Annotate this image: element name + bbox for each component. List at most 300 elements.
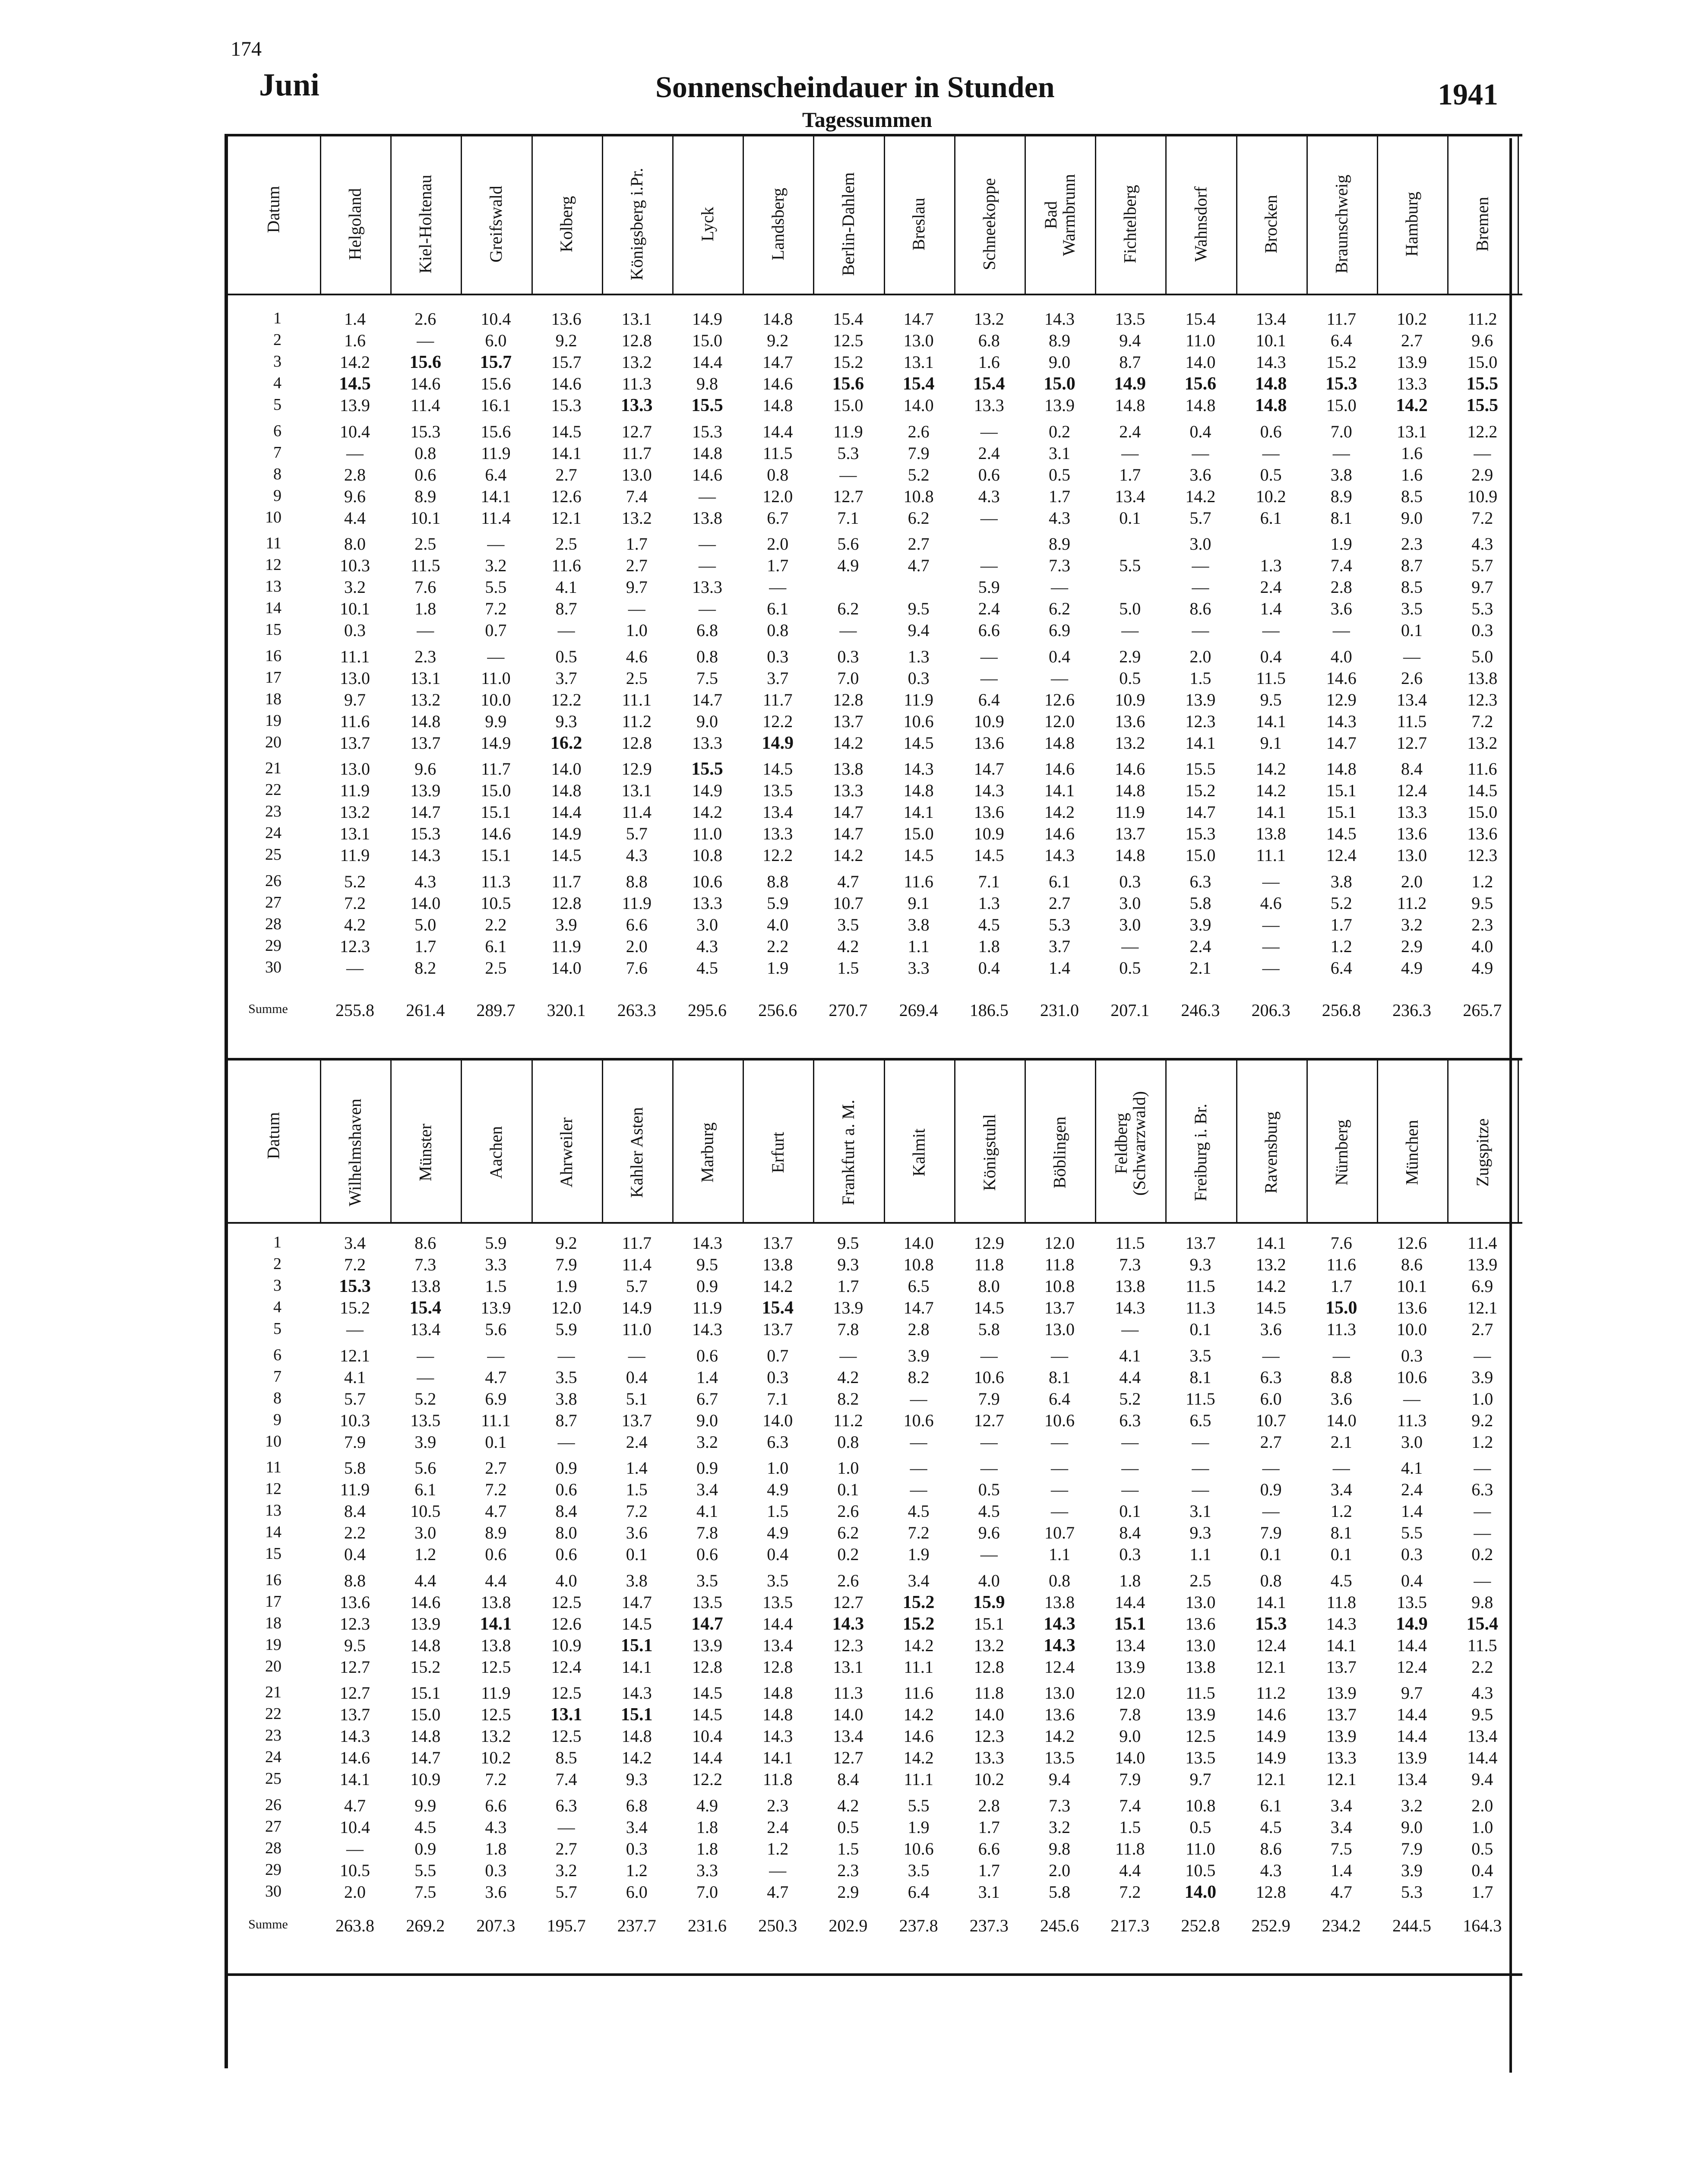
table-cell: —	[839, 620, 857, 640]
table-cell: 15.2	[1326, 352, 1357, 372]
table-cell: —	[980, 668, 998, 688]
table-cell: 14.7	[1185, 802, 1216, 822]
table-cell: 15.3	[1185, 824, 1216, 844]
table-cell: 3.0	[1119, 893, 1141, 913]
table-cell: 4.5	[978, 915, 1000, 934]
table-cell: 14.4	[692, 352, 722, 372]
table-cell: 1.9	[1330, 534, 1352, 554]
table-cell: 11.9	[1115, 802, 1145, 822]
day-label: 7	[273, 443, 282, 462]
table-cell: 5.6	[414, 1458, 436, 1478]
year-label: 1941	[1438, 78, 1498, 111]
table-cell: 1.3	[908, 646, 930, 666]
table-cell: 14.5	[692, 1683, 722, 1703]
table-cell: 5.5	[908, 1795, 930, 1815]
table-cell: 9.1	[1260, 733, 1282, 753]
table-cell: 12.1	[340, 1345, 370, 1365]
table-cell: 14.7	[410, 1748, 441, 1768]
table-cell: 4.2	[837, 936, 859, 956]
table-cell: —	[1192, 577, 1209, 597]
table-cell: —	[1332, 1345, 1350, 1365]
table-cell: 0.6	[414, 465, 436, 484]
table-cell: 0.4	[1049, 646, 1070, 666]
table-cell: 6.7	[696, 1389, 718, 1409]
table-cell: 11.2	[1256, 1683, 1286, 1703]
table-cell: 2.4	[1189, 936, 1211, 956]
table-cell: 0.8	[837, 1432, 859, 1452]
table-cell: 8.9	[1330, 486, 1352, 506]
table-cell: 7.2	[1119, 1882, 1141, 1902]
day-label: 26	[265, 871, 282, 890]
table-cell: 3.6	[1330, 599, 1352, 619]
table-cell: 13.3	[621, 396, 653, 416]
table-cell: 6.0	[626, 1882, 648, 1902]
table-cell: —	[1474, 1523, 1491, 1543]
table-cell: —	[839, 1345, 857, 1365]
table-cell: 15.3	[1325, 374, 1357, 394]
sum-cell: 231.6	[688, 1916, 727, 1935]
day-label: 21	[265, 759, 282, 777]
table-cell: 1.4	[1401, 1501, 1423, 1521]
table-cell: 14.4	[1467, 1748, 1498, 1768]
table-cell: 0.3	[1471, 620, 1493, 640]
table-cell: 1.0	[767, 1458, 789, 1478]
table-cell: 13.5	[762, 781, 793, 801]
table-cell: 1.5	[1189, 668, 1211, 688]
table-cell: 9.8	[1049, 1839, 1070, 1858]
table-cell: —	[1192, 1458, 1209, 1478]
table-cell: —	[1474, 1458, 1491, 1478]
table-cell: 15.4	[833, 309, 863, 329]
table-cell: 4.7	[767, 1882, 789, 1902]
table-cell: 8.1	[1330, 508, 1352, 528]
table-cell: 2.4	[978, 443, 1000, 463]
day-label: 5	[273, 396, 282, 414]
table-cell: 3.4	[1330, 1795, 1352, 1815]
table-cell: 11.5	[1467, 1635, 1497, 1655]
day-label: 11	[266, 1458, 282, 1476]
table-cell: —	[1051, 1480, 1068, 1500]
table-cell: 4.7	[1330, 1882, 1352, 1902]
table-cell: 0.4	[344, 1545, 366, 1564]
table-cell: 4.7	[485, 1367, 507, 1387]
table-cell: 14.9	[481, 733, 511, 753]
sum-label: Summe	[248, 1002, 288, 1016]
table-cell: 2.6	[908, 421, 930, 441]
table-cell: 15.3	[410, 421, 441, 441]
table-cell: 12.0	[762, 486, 793, 506]
table-cell: 13.0	[621, 465, 652, 484]
table-cell: 10.9	[974, 824, 1004, 844]
table-cell: 0.1	[626, 1545, 648, 1564]
table-cell: 2.3	[414, 646, 436, 666]
table-cell: 11.8	[762, 1770, 793, 1789]
sum-cell: 255.8	[335, 1000, 374, 1020]
table-cell: 13.6	[1467, 824, 1498, 844]
table-cell: 15.2	[833, 352, 863, 372]
table-cell: 0.4	[978, 958, 1000, 978]
table-cell: 15.0	[1467, 352, 1498, 372]
table-cell: 15.3	[410, 824, 441, 844]
table-cell: 13.5	[410, 1410, 441, 1430]
table-cell: 5.2	[908, 465, 930, 484]
day-label: 25	[265, 845, 282, 864]
table-cell: 14.7	[903, 309, 934, 329]
table-cell: 9.0	[1401, 508, 1423, 528]
table-cell: 14.0	[551, 759, 582, 779]
sum-cell: 237.7	[617, 1916, 656, 1935]
station-name: Ahrweiler	[557, 1117, 576, 1188]
table-cell: 14.6	[1115, 759, 1145, 779]
table-cell: 11.1	[1256, 845, 1286, 865]
table-cell: 3.3	[696, 1860, 718, 1880]
table-cell: 8.4	[1401, 759, 1423, 779]
table-cell: 14.5	[903, 733, 934, 753]
table-cell: 11.2	[622, 711, 652, 731]
table-cell: 5.0	[414, 915, 436, 934]
table-cell: 14.0	[974, 1705, 1004, 1725]
table-cell: —	[1051, 668, 1068, 688]
table-cell: 1.6	[1401, 443, 1423, 463]
table-cell: 10.5	[340, 1860, 370, 1880]
station-name: Breslau	[909, 197, 929, 251]
table-cell: 6.1	[414, 1480, 436, 1500]
table-cell: 11.6	[904, 1683, 933, 1703]
table-cell: 14.8	[1255, 396, 1287, 416]
month-label: Juni	[259, 67, 319, 103]
table-cell: 5.7	[1471, 556, 1493, 576]
table-cell: —	[769, 1860, 787, 1880]
table-cell: 2.2	[344, 1523, 366, 1543]
table-cell: 11.8	[974, 1683, 1004, 1703]
table-cell: 2.7	[485, 1458, 507, 1478]
day-label: 21	[265, 1683, 282, 1701]
table-cell: 4.2	[344, 915, 366, 934]
table-cell: 0.4	[1401, 1570, 1423, 1590]
table-cell: 13.2	[340, 802, 370, 822]
table-cell: —	[1474, 1501, 1491, 1521]
table-cell: 8.6	[1260, 1839, 1282, 1858]
table-cell: 2.0	[1049, 1860, 1070, 1880]
table-cell: 2.7	[555, 1839, 577, 1858]
table-cell: 1.0	[1471, 1817, 1493, 1837]
table-cell: 4.7	[837, 871, 859, 891]
table-cell: 0.2	[1049, 421, 1070, 441]
station-name: Nürnberg	[1332, 1119, 1351, 1186]
table-cell: 0.9	[555, 1458, 577, 1478]
table-cell: 12.0	[1115, 1683, 1145, 1703]
table-cell: 4.7	[485, 1501, 507, 1521]
table-cell: 7.2	[344, 893, 366, 913]
table-cell: 9.8	[696, 374, 718, 394]
table-cell: 2.5	[626, 668, 648, 688]
table-cell: 9.4	[1119, 331, 1141, 351]
table-cell: 6.3	[1189, 871, 1211, 891]
table-cell: 0.9	[1260, 1480, 1282, 1500]
table-cell: 4.1	[696, 1501, 718, 1521]
table-cell: 4.1	[1119, 1345, 1141, 1365]
table-cell: 5.6	[837, 534, 859, 554]
table-cell: 2.7	[626, 556, 648, 576]
table-cell: 7.4	[555, 1770, 577, 1789]
table-cell: 1.1	[1189, 1545, 1211, 1564]
table-cell: 0.8	[414, 443, 436, 463]
table-cell: 6.6	[485, 1795, 507, 1815]
table-cell: 15.2	[340, 1298, 370, 1318]
table-cell: 5.5	[485, 577, 507, 597]
table-cell: 7.9	[1119, 1770, 1141, 1789]
table-cell: 14.6	[1326, 668, 1357, 688]
day-label: 10	[265, 1432, 282, 1450]
day-label: 28	[265, 1839, 282, 1857]
table-cell: 10.8	[1044, 1276, 1075, 1296]
table-cell: 11.1	[904, 1657, 933, 1677]
table-cell: 1.2	[1471, 871, 1493, 891]
day-label: 6	[273, 421, 282, 440]
table-cell: —	[1121, 1480, 1139, 1500]
table-cell: 6.1	[1260, 1795, 1282, 1815]
station-name: Wahnsdorf	[1190, 186, 1210, 262]
table-cell: 14.0	[410, 893, 441, 913]
table-cell: —	[1332, 443, 1350, 463]
table-cell: 10.8	[903, 486, 934, 506]
table-cell: 14.6	[481, 824, 511, 844]
table-cell: 9.0	[1119, 1726, 1141, 1746]
table-cell: 14.6	[692, 465, 722, 484]
column-divider	[1518, 1058, 1519, 1222]
table-cell: 13.1	[833, 1657, 863, 1677]
table-cell: 14.7	[762, 352, 793, 372]
table-cell: 6.4	[485, 465, 507, 484]
table-cell: 5.2	[344, 871, 366, 891]
table-cell: 15.0	[410, 1705, 441, 1725]
table-cell: 12.7	[621, 421, 652, 441]
station-name: Aachen	[486, 1126, 506, 1179]
table-cell: 14.6	[1044, 759, 1075, 779]
table-cell: 15.1	[621, 1705, 653, 1725]
table-cell: 0.3	[626, 1839, 648, 1858]
table-cell: 11.0	[1186, 331, 1215, 351]
table-cell: 14.7	[410, 802, 441, 822]
table-cell: 1.5	[837, 1839, 859, 1858]
table-cell: 14.5	[1467, 781, 1498, 801]
table-cell: 13.3	[833, 781, 863, 801]
station-name: Marburg	[697, 1122, 717, 1183]
table-cell: 13.8	[481, 1592, 511, 1612]
table-cell: 5.5	[1119, 556, 1141, 576]
table-cell: 14.8	[762, 396, 793, 415]
day-label: 30	[265, 958, 282, 976]
table-cell: 14.6	[1256, 1705, 1286, 1725]
day-label: 16	[265, 646, 282, 665]
sum-cell: 244.5	[1392, 1916, 1431, 1935]
table-cell: 15.5	[1466, 396, 1498, 416]
table-cell: —	[1121, 1458, 1139, 1478]
table-cell: 5.2	[414, 1389, 436, 1409]
day-label: 22	[265, 781, 282, 799]
table-cell: 2.9	[1471, 465, 1493, 484]
header-rule	[227, 1222, 1522, 1224]
table-cell: 15.5	[691, 396, 723, 416]
table-cell: 13.2	[1256, 1255, 1286, 1275]
table-cell: 13.9	[410, 1614, 441, 1633]
table-cell: 14.6	[903, 1726, 934, 1746]
table-cell: 9.3	[626, 1770, 648, 1789]
table-cell: 7.4	[1330, 556, 1352, 576]
table-cell: 1.4	[1330, 1860, 1352, 1880]
table-cell: 13.9	[1326, 1726, 1357, 1746]
table-cell: 15.4	[973, 374, 1005, 394]
table-cell: 1.7	[1049, 486, 1070, 506]
table-cell: 4.6	[1260, 893, 1282, 913]
day-label: 30	[265, 1882, 282, 1900]
table-cell: —	[699, 599, 716, 619]
table-cell: 0.5	[555, 646, 577, 666]
table-cell: 2.5	[485, 958, 507, 978]
table-cell: 14.1	[480, 1614, 512, 1634]
table-cell: 0.3	[485, 1860, 507, 1880]
table-cell: 1.5	[485, 1276, 507, 1296]
station-header	[672, 1062, 743, 1213]
day-label: 7	[273, 1367, 282, 1386]
table-cell: 13.5	[1115, 309, 1145, 329]
table-cell: 13.7	[1115, 824, 1145, 844]
table-cell: 7.2	[1471, 508, 1493, 528]
sum-cell: 186.5	[969, 1000, 1009, 1020]
table-cell: 14.9	[1256, 1726, 1286, 1746]
table-cell: 5.9	[978, 577, 1000, 597]
table-cell: 9.0	[696, 1410, 718, 1430]
table-cell: 12.6	[551, 486, 582, 506]
table-cell: 13.6	[1115, 711, 1145, 731]
table-cell: 8.7	[1119, 352, 1141, 372]
table-cell: 10.2	[1256, 486, 1286, 506]
table-cell: 14.2	[1044, 1726, 1075, 1746]
table-cell: 14.8	[762, 1683, 793, 1703]
table-cell: 0.8	[1049, 1570, 1070, 1590]
table-cell: 8.2	[837, 1389, 859, 1409]
table-cell: 13.9	[1115, 1657, 1145, 1677]
table-cell: —	[1192, 556, 1209, 576]
table-cell: —	[1192, 443, 1209, 463]
table-cell: 9.0	[696, 711, 718, 731]
table-cell: —	[346, 443, 364, 463]
page-title: Sonnenscheindauer in Stunden	[655, 71, 1055, 104]
table-cell: 14.3	[1044, 1614, 1075, 1634]
table-cell: 4.3	[1260, 1860, 1282, 1880]
day-label: 8	[273, 1389, 282, 1407]
table-cell: —	[839, 465, 857, 484]
table-cell: 2.3	[767, 1795, 789, 1815]
table-cell: 14.3	[340, 1726, 370, 1746]
table-cell: 10.3	[340, 556, 370, 576]
table-cell: 11.5	[1256, 668, 1286, 688]
station-name: Kiel-Holtenau	[415, 174, 435, 274]
table-cell: 0.1	[837, 1480, 859, 1500]
table-cell: 1.5	[626, 1480, 648, 1500]
table-cell: 8.9	[414, 486, 436, 506]
table-cell: 1.8	[485, 1839, 507, 1858]
sum-cell: 269.2	[406, 1916, 445, 1935]
table-cell: 15.4	[409, 1298, 441, 1318]
table-cell: 1.2	[1330, 1501, 1352, 1521]
table-cell: 5.6	[485, 1320, 507, 1339]
table-cell: 4.5	[1260, 1817, 1282, 1837]
table-cell: 7.1	[978, 871, 1000, 891]
table-cell: —	[1121, 1432, 1139, 1452]
station-header	[320, 1062, 390, 1213]
table-cell: 10.1	[410, 508, 441, 528]
sum-cell: 320.1	[547, 1000, 586, 1020]
table-cell: —	[1262, 915, 1280, 934]
table-cell: 15.9	[973, 1592, 1005, 1612]
sum-cell: 265.7	[1463, 1000, 1502, 1020]
table-cell: 8.1	[1189, 1367, 1211, 1387]
station-name: Zugspitze	[1472, 1118, 1492, 1187]
table-cell: 3.6	[485, 1882, 507, 1902]
table-cell: 1.1	[1049, 1545, 1070, 1564]
table-cell: 8.1	[1049, 1367, 1070, 1387]
table-cell: 13.6	[340, 1592, 370, 1612]
table-cell: 11.9	[622, 893, 652, 913]
table-cell: —	[1262, 1345, 1280, 1365]
table-cell: 15.4	[1466, 1614, 1498, 1634]
day-label: 14	[265, 1523, 282, 1542]
table-cell: 13.8	[692, 508, 722, 528]
table-cell: 3.9	[414, 1432, 436, 1452]
table-cell: 11.5	[762, 443, 793, 463]
day-label: 4	[273, 374, 282, 393]
table-cell: 12.6	[1044, 690, 1075, 709]
table-cell: 15.0	[833, 396, 863, 415]
table-cell: 14.4	[1397, 1705, 1427, 1725]
table-cell: 0.4	[1189, 421, 1211, 441]
table-cell: 12.3	[1467, 690, 1498, 709]
table-cell: 13.9	[833, 1298, 863, 1318]
table-cell: —	[1051, 1345, 1068, 1365]
table-cell: 8.8	[344, 1570, 366, 1590]
table-cell: 14.8	[692, 443, 722, 463]
table-cell: 13.5	[762, 1592, 793, 1612]
table-cell: 6.3	[1260, 1367, 1282, 1387]
table-cell: 14.3	[903, 759, 934, 779]
station-header	[461, 138, 531, 285]
table-cell: 10.7	[1256, 1410, 1286, 1430]
table-cell: 12.8	[621, 331, 652, 351]
table-cell: 14.1	[1256, 1592, 1286, 1612]
table-cell: 14.8	[410, 1635, 441, 1655]
table-cell: 3.0	[1189, 534, 1211, 554]
table-cell: 15.2	[902, 1592, 935, 1612]
table-cell: 7.9	[908, 443, 930, 463]
table-cell: 11.2	[833, 1410, 863, 1430]
table-cell: 14.2	[833, 733, 863, 753]
table-cell: 11.1	[481, 1410, 511, 1430]
table-cell: —	[1474, 443, 1491, 463]
table-cell: 1.3	[1260, 556, 1282, 576]
table-cell: 14.4	[762, 1614, 793, 1633]
table-cell: —	[417, 1367, 434, 1387]
table-cell: 11.5	[1115, 1233, 1145, 1253]
sum-cell: 231.0	[1040, 1000, 1079, 1020]
table-cell: 10.8	[1185, 1795, 1216, 1815]
table-cell: 13.0	[340, 668, 370, 688]
table-cell: 9.3	[555, 711, 577, 731]
table-cell: 14.2	[1185, 486, 1216, 506]
station-header	[531, 138, 602, 285]
table-cell: 3.5	[837, 915, 859, 934]
table-cell: 13.9	[1467, 1255, 1498, 1275]
